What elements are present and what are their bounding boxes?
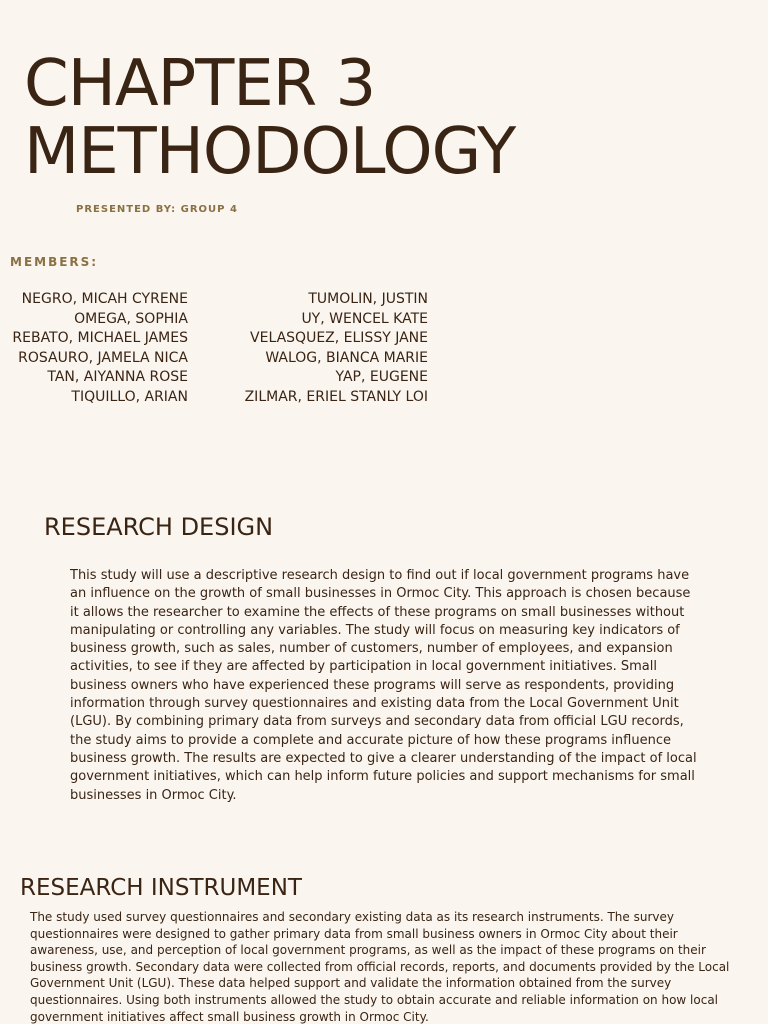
research-instrument-body: The study used survey questionnaires and secondary existing data as its research instruments. The survey questionnaires were designed to gather primary data from small business owners in Ormoc City about their awareness, use, and perception of local government programs, as well as the impact of these programs on their business growth. Secondary data were collected from official records, reports, and documents provided by the Local Government Unit (LGU). These data helped support and validate the information obtained from the survey questionnaires. Using both instruments allowed the study to obtain accurate and reliable information on how local government initiatives affect small business growth in Ormoc City. — [30, 910, 730, 1024]
member-name: VELASQUEZ, ELISSY JANE — [250, 330, 428, 346]
member-name: NEGRO, MICAH CYRENE — [21, 291, 188, 307]
member-name: OMEGA, SOPHIA — [74, 310, 188, 327]
member-name: REBATO, MICHAEL JAMES — [12, 330, 188, 346]
page-title — [24, 47, 516, 189]
research-design-body: This study will use a descriptive research design to find out if local government programs have an influence on the growth of small businesses in Ormoc City. This approach is chosen because it allows the researcher to examine the effects of these programs on small businesses without manipulating or controlling any variables. The study will focus on measuring key indicators of business growth, such as sales, number of customers, number of employees, and expansion activities, to see if they are affected by participation in local government initiatives. Small business owners who have experienced these programs will serve as respondents, providing information through survey questionnaires and existing data from the Local Government Unit (LGU). By combining primary data from surveys and secondary data from official LGU records, the study aims to provide a complete and accurate picture of how these programs influence business growth. The results are expected to give a clearer understanding of the impact of local government initiatives, which can help inform future policies and support mechanisms for small businesses in Ormoc City. — [70, 568, 697, 803]
member-name: WALOG, BIANCA MARIE — [265, 349, 428, 366]
title-line-2: METHODOLOGY — [24, 115, 516, 189]
member-name: TIQUILLO, ARIAN — [71, 388, 188, 405]
member-name: ROSAURO, JAMELA NICA — [18, 349, 188, 366]
member-name: TAN, AIYANNA ROSE — [47, 369, 188, 385]
member-name: YAP, EUGENE — [335, 369, 428, 385]
members-list-left — [0, 290, 188, 407]
research-instrument-heading: RESEARCH INSTRUMENT — [20, 875, 302, 901]
members-label: MEMBERS: — [10, 255, 99, 269]
member-name: TUMOLIN, JUSTIN — [308, 291, 428, 307]
member-name: ZILMAR, ERIEL STANLY LOI — [244, 388, 428, 405]
member-name: UY, WENCEL KATE — [301, 310, 428, 327]
title-line-1: CHAPTER 3 — [24, 47, 376, 121]
members-list-right — [200, 290, 428, 407]
research-design-heading: RESEARCH DESIGN — [44, 513, 274, 541]
presented-by: PRESENTED BY: GROUP 4 — [76, 204, 238, 215]
